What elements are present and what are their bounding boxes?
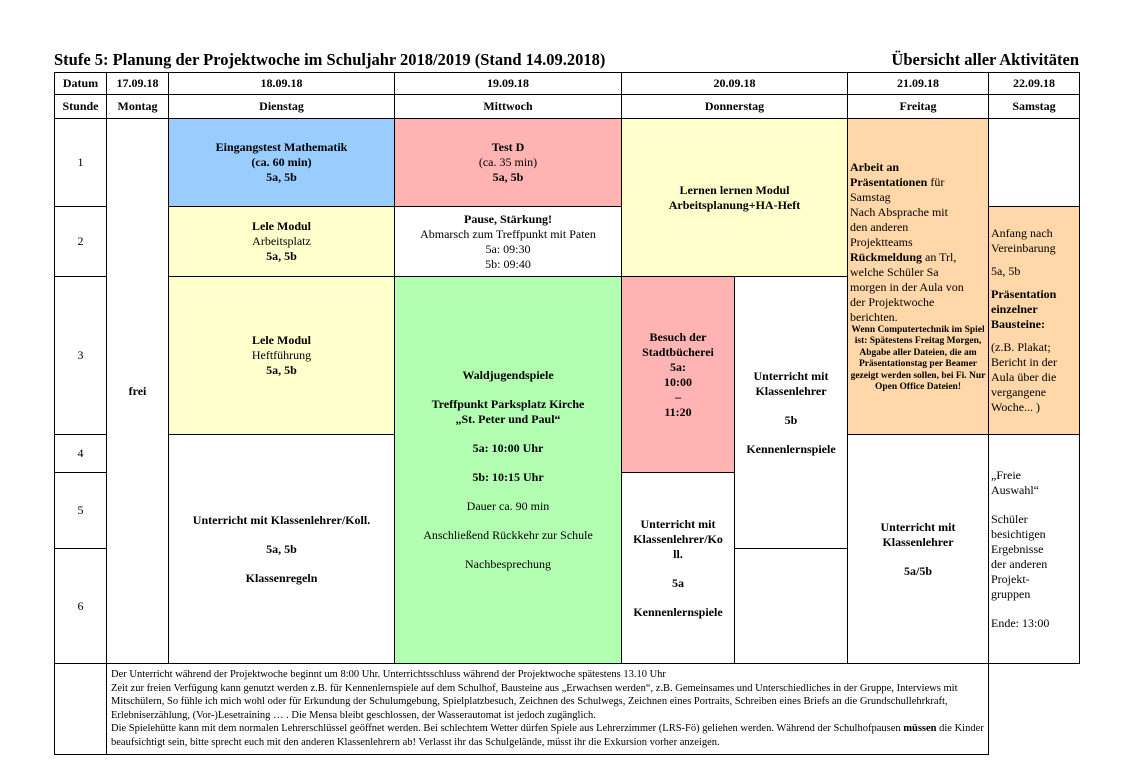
block-line: – <box>675 389 681 404</box>
block-line: Nachbesprechung <box>465 557 551 571</box>
block-title: Test D <box>491 140 525 154</box>
dienstag-block-mathe <box>169 119 395 207</box>
block-line: morgen in der Aula von <box>850 279 964 294</box>
block-line: Anschließend Rückkehr zur Schule <box>423 528 593 542</box>
footer-notes <box>107 664 989 755</box>
block-line: der Projektwoche <box>850 294 935 309</box>
page-subtitle: Übersicht aller Aktivitäten <box>891 50 1079 69</box>
block-line: Klassenlehrer <box>755 383 827 398</box>
block-line: 5a/5b <box>903 563 932 578</box>
block-topic: Heftführung <box>251 348 312 362</box>
day-freitag: Freitag <box>848 95 989 119</box>
block-line: 5b: 10:15 Uhr <box>472 470 544 484</box>
block-title: Lele Modul <box>252 219 311 233</box>
donnerstag-block-unterricht-5b <box>735 277 848 549</box>
donnerstag-block-lernen <box>622 119 848 277</box>
block-line: 5b <box>784 412 798 427</box>
dienstag-block-unterricht <box>169 435 395 664</box>
block-line: Dauer ca. 90 min <box>466 499 550 513</box>
block-line: Kennenlernspiele <box>633 604 723 619</box>
day-donnerstag: Donnerstag <box>622 95 848 119</box>
block-duration: (ca. 35 min) <box>478 155 538 169</box>
block-line: 11:20 <box>664 404 692 419</box>
block-line: 5a: <box>670 359 686 374</box>
block-line: Bericht in der <box>991 355 1057 369</box>
block-line: berichten. <box>850 309 898 324</box>
block-line: Ergebnisse <box>991 541 1044 556</box>
block-line: ll. <box>673 546 683 561</box>
block-line: Vereinbarung <box>991 241 1056 255</box>
dienstag-block-lele-arbeitsplatz <box>169 207 395 277</box>
block-line: Kennenlernspiele <box>746 441 836 456</box>
block-line: an Trl, <box>922 249 957 264</box>
date-samstag: 22.09.18 <box>989 73 1080 95</box>
block-line: Arbeit an <box>850 159 899 174</box>
hour-5: 5 <box>55 473 107 549</box>
block-line: Aula über die <box>991 370 1057 384</box>
block-line: Klassenlehrer/Ko <box>633 531 723 546</box>
block-line: Abmarsch zum Treffpunkt mit Paten <box>420 226 596 241</box>
block-line: 5a: 10:00 Uhr <box>472 441 544 455</box>
block-line: Präsentation <box>991 287 1057 301</box>
block-line: Besuch der <box>649 329 707 344</box>
block-line: Lernen lernen Modul <box>679 182 790 197</box>
donnerstag-block-unterricht-5a <box>622 473 735 664</box>
block-line: Unterricht mit <box>880 519 956 534</box>
block-line: Präsentationen <box>850 174 928 189</box>
block-line: Schüler <box>991 511 1028 526</box>
schedule-table <box>54 72 1080 755</box>
block-line: Samstag <box>850 189 891 204</box>
block-title: Lele Modul <box>252 333 311 347</box>
block-line: Unterricht mit <box>640 516 716 531</box>
samstag-block-freie-auswahl <box>989 435 1080 664</box>
block-line: vergangene <box>991 385 1047 399</box>
block-line: Auswahl“ <box>991 482 1039 497</box>
montag-free: frei <box>107 119 169 664</box>
block-line: Anfang nach <box>991 226 1053 240</box>
footer-line: die Kinder beaufsichtigt sein, bitte sprecht euch mit den anderen Klassenlehrern ab! Verlasst ihr das Schulgelände, müsst ihr die Exkursion vorher anzeigen. <box>111 723 984 748</box>
block-line: (z.B. Plakat; <box>991 340 1051 354</box>
block-line: der anderen <box>991 556 1048 571</box>
block-line: einzelner <box>991 302 1038 316</box>
mittwoch-block-test <box>395 119 622 207</box>
day-samstag: Samstag <box>989 95 1080 119</box>
day-dienstag: Dienstag <box>169 95 395 119</box>
block-line: Projektteams <box>850 234 913 249</box>
block-line: Projekt- <box>991 571 1030 586</box>
block-line: Klassenlehrer <box>882 534 954 549</box>
block-line: Nach Absprache mit <box>850 204 948 219</box>
block-title: Eingangstest Mathematik <box>215 140 348 154</box>
freitag-block-praesentation <box>848 119 989 435</box>
block-line: 5a: 09:30 <box>485 241 531 256</box>
day-montag: Montag <box>107 95 169 119</box>
block-line: Arbeitsplanung+HA-Heft <box>668 197 801 212</box>
block-line: besichtigen <box>991 526 1046 541</box>
footer-empty-cell <box>55 664 107 755</box>
date-dienstag: 18.09.18 <box>169 73 395 95</box>
block-classes: 5a, 5b <box>492 170 524 184</box>
block-duration: (ca. 60 min) <box>251 155 312 169</box>
block-line: Stadtbücherei <box>642 344 714 359</box>
block-line: Ende: 13:00 <box>991 615 1050 630</box>
hour-3: 3 <box>55 277 107 435</box>
block-line: 5a, 5b <box>991 264 1021 278</box>
block-line: „St. Peter und Paul“ <box>455 412 561 426</box>
page-title: Stufe 5: Planung der Projektwoche im Schuljahr 2018/2019 (Stand 14.09.2018) <box>54 50 606 69</box>
mittwoch-block-waldjugendspiele <box>395 277 622 664</box>
block-title: Pause, Stärkung! <box>463 211 552 226</box>
block-title: Waldjugendspiele <box>462 368 554 382</box>
footer-line: Die Spielehütte kann mit dem normalen Lehrerschlüssel geöffnet werden. Bei schlechtem Wetter dürfen Spiele aus Lehrerzimmer (LRS-Fö) geliehen werden. Während der Schulhofpausen <box>111 723 904 735</box>
footer-line: Der Unterricht während der Projektwoche beginnt um 8:00 Uhr. Unterrichtsschluss während der Projektwoche spätestens 13.10 Uhr <box>111 669 666 680</box>
stunde-label: Stunde <box>55 95 107 119</box>
computer-note: Wenn Computertechnik im Spiel ist: Spätestens Freitag Morgen, Abgabe aller Dateien, die am Präsentationstag per Beamer gezeigt werden sollen, bei Fi. Nur Open Office Dateien! <box>850 324 986 392</box>
samstag-empty <box>989 119 1080 207</box>
block-line: Woche... ) <box>991 400 1041 414</box>
hour-6: 6 <box>55 549 107 664</box>
block-line: Unterricht mit <box>753 368 829 383</box>
day-mittwoch: Mittwoch <box>395 95 622 119</box>
date-mittwoch: 19.09.18 <box>395 73 622 95</box>
block-classes: 5a, 5b <box>266 541 297 556</box>
page-heading <box>54 50 1079 72</box>
block-line: den anderen <box>850 219 909 234</box>
donnerstag-block-stadtbuecherei-5a <box>622 277 735 473</box>
block-line: Treffpunkt Parksplatz Kirche <box>431 397 585 411</box>
block-line: für <box>927 174 945 189</box>
block-classes: 5a, 5b <box>266 249 297 263</box>
block-line: Bausteine: <box>991 317 1045 331</box>
hour-2: 2 <box>55 207 107 277</box>
freitag-block-unterricht <box>848 435 989 664</box>
date-freitag: 21.09.18 <box>848 73 989 95</box>
dienstag-block-lele-heft <box>169 277 395 435</box>
hour-1: 1 <box>55 119 107 207</box>
block-classes: 5a, 5b <box>266 170 297 184</box>
block-line: „Freie <box>991 467 1021 482</box>
block-topic: Klassenregeln <box>245 570 318 585</box>
block-line: gruppen <box>991 586 1031 601</box>
block-classes: 5a, 5b <box>266 363 297 377</box>
footer-emphasis: müssen <box>903 723 937 735</box>
block-line: 10:00 <box>664 374 692 389</box>
hour-4: 4 <box>55 435 107 473</box>
block-topic: Arbeitsplatz <box>252 234 311 248</box>
footer-line: Zeit zur freien Verfügung kann genutzt werden z.B. für Kennenlernspiele auf dem Schulhof, Bausteine aus „Erwachsen werden“, z.B. Gemeinsames und Unterschiedliches in der Gruppe, Interviews mit Mitschülern, So fühle ich mich wohl oder für Erkundung der Schulumgebung, Spielplatzbesuch, Zeichnen des Schulwegs, Zeichnen eines Portraits, Schreiben eines Briefs an die Grundschullehrkraft, Erlebniserzählung, (Vor-)Lesetraining … . Die Mensa bleibt geschlossen, der Wasserautomat ist jedoch zugänglich. <box>111 682 958 721</box>
date-montag: 17.09.18 <box>107 73 169 95</box>
block-line: welche Schüler Sa <box>850 264 939 279</box>
block-line: 5b: 09:40 <box>485 256 531 271</box>
block-line: Rückmeldung <box>850 249 923 264</box>
mittwoch-block-pause <box>395 207 622 277</box>
datum-label: Datum <box>55 73 107 95</box>
date-donnerstag: 20.09.18 <box>622 73 848 95</box>
samstag-block-praesentation <box>989 207 1080 435</box>
block-title: Unterricht mit Klassenlehrer/Koll. <box>192 512 371 527</box>
block-line: 5a <box>672 575 684 590</box>
